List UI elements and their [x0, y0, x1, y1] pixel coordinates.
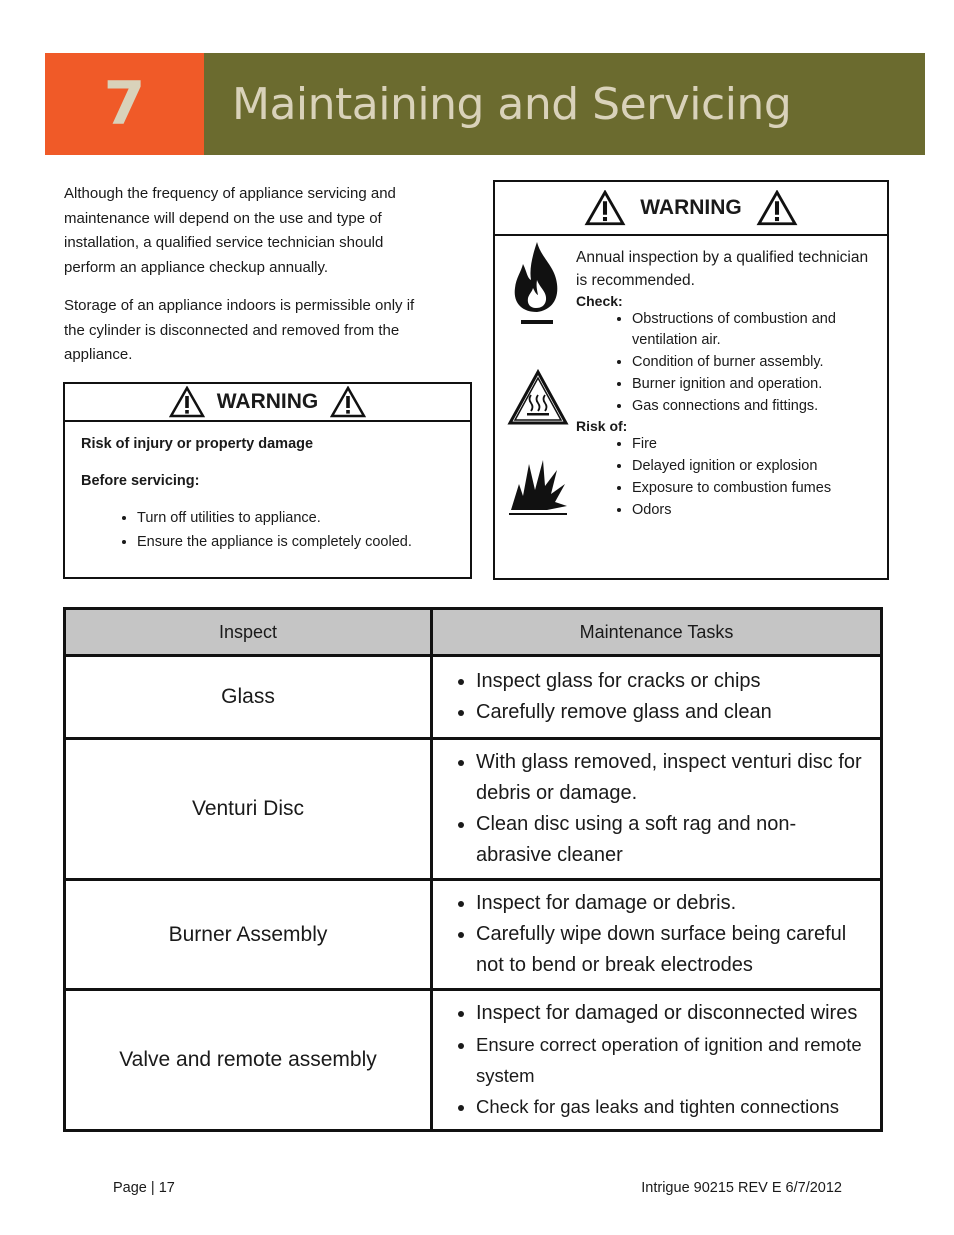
task-item: • Check for gas leaks and tighten connections: [476, 1091, 869, 1122]
warning-triangle-icon: [584, 190, 626, 226]
inspect-item: Venturi Disc: [65, 739, 432, 880]
chapter-banner: [45, 53, 925, 155]
inspect-item: Burner Assembly: [65, 880, 432, 990]
list-item: • Ensure the appliance is completely cooled.: [137, 534, 454, 550]
servicing-list: [81, 510, 454, 550]
warning-box-servicing: [63, 382, 472, 579]
task-item: • Inspect glass for cracks or chips: [476, 666, 869, 697]
table-row: [65, 656, 882, 739]
warning-triangle-icon: [756, 190, 798, 226]
list-item: • Obstructions of combustion and ventilation air.: [632, 309, 876, 350]
list-item: • Burner ignition and operation.: [632, 374, 876, 395]
check-list: [576, 309, 876, 416]
warning-box-inspection: [493, 180, 889, 580]
check-label: Check:: [576, 293, 623, 309]
task-item: • Ensure correct operation of ignition and remote system: [476, 1029, 869, 1091]
explosion-icon: [507, 454, 569, 516]
column-header-tasks: Maintenance Tasks: [432, 609, 882, 656]
hot-surface-icon: [507, 369, 569, 427]
chapter-number: 7: [45, 53, 204, 155]
task-item: • Clean disc using a soft rag and non-abrasive cleaner: [476, 809, 869, 871]
list-item: • Turn off utilities to appliance.: [137, 510, 454, 526]
intro-paragraph: Storage of an appliance indoors is permissible only if the cylinder is disconnected and removed from the appliance.: [64, 297, 415, 363]
task-item: • Carefully wipe down surface being careful not to bend or break electrodes: [476, 919, 869, 981]
inspect-item: Glass: [65, 656, 432, 739]
table-header-row: [65, 609, 882, 656]
document-id: Intrigue 90215 REV E 6/7/2012: [641, 1180, 842, 1196]
warning-triangle-icon: [330, 386, 366, 418]
table-row: [65, 990, 882, 1131]
list-item: • Delayed ignition or explosion: [632, 456, 876, 477]
tasks-cell: [432, 739, 882, 880]
chapter-title: Maintaining and Servicing: [204, 53, 925, 155]
flame-icon: [507, 240, 565, 330]
task-item: • Inspect for damage or debris.: [476, 888, 869, 919]
table-row: [65, 739, 882, 880]
risk-label: Risk of:: [576, 417, 628, 434]
inspect-item: Valve and remote assembly: [65, 990, 432, 1131]
task-item: • With glass removed, inspect venturi disc for debris or damage.: [476, 747, 869, 809]
tasks-cell: [432, 990, 882, 1131]
list-item: • Odors: [632, 500, 876, 521]
list-item: • Exposure to combustion fumes: [632, 478, 876, 499]
warning-label: WARNING: [216, 390, 319, 413]
column-header-inspect: Inspect: [65, 609, 432, 656]
warning-header: [495, 182, 887, 236]
task-item: • Inspect for damaged or disconnected wires: [476, 998, 869, 1029]
list-item: • Gas connections and fittings.: [632, 396, 876, 417]
list-item: • Fire: [632, 434, 876, 455]
tasks-cell: [432, 656, 882, 739]
warning-header: [65, 384, 470, 422]
intro-paragraph: Although the frequency of appliance servicing and maintenance will depend on the use and type of installation, a qualified service technician should perform an appliance checkup annually.: [64, 185, 396, 276]
risk-text: Risk of injury or property damage: [81, 436, 314, 452]
task-item: • Carefully remove glass and clean: [476, 697, 869, 728]
list-item: • Condition of burner assembly.: [632, 352, 876, 373]
before-servicing-text: Before servicing:: [81, 473, 200, 489]
page-number: Page | 17: [113, 1180, 175, 1196]
tasks-cell: [432, 880, 882, 990]
inspection-lead: Annual inspection by a qualified technician is recommended.: [576, 249, 869, 289]
maintenance-table: [63, 607, 883, 1132]
table-row: [65, 880, 882, 990]
warning-triangle-icon: [169, 386, 205, 418]
warning-label: WARNING: [640, 196, 742, 219]
intro-text: [64, 182, 434, 382]
risk-list: [576, 434, 876, 521]
